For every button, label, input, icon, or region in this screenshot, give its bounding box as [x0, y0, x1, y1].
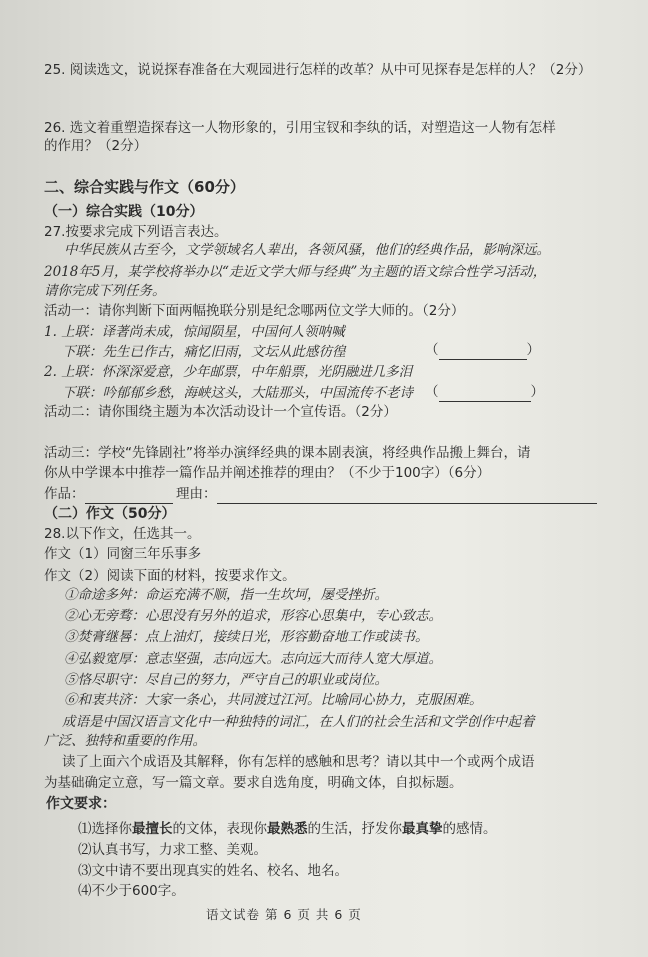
requirement-4: ⑷不少于600字。	[78, 883, 185, 899]
activity-1: 活动一：请你判断下面两幅挽联分别是纪念哪两位文学大师的。（2分）	[44, 303, 465, 319]
material-line-2: 广泛、独特和重要的作用。	[44, 733, 206, 749]
couplet-2-upper: 2. 上联：怀深深爱意，少年邮票，中年船票，光阴融进几多泪	[44, 364, 413, 380]
question-26-line-2: 的作用？（2分）	[44, 138, 148, 154]
work-field[interactable]	[44, 484, 173, 504]
answer-blank-1[interactable]	[425, 340, 540, 360]
part-2-title: （二）作文（50分）	[44, 506, 176, 522]
idiom-3: ③焚膏继晷：点上油灯，接续日光，形容勤奋地工作或读书。	[64, 629, 429, 645]
idiom-4: ④弘毅宽厚：意志坚强，志向远大。志向远大而待人宽大厚道。	[64, 651, 442, 667]
couplet-2-lower: 下联：吟郁郁乡愁，海峡这头，大陆那头，中国流传不老诗	[62, 385, 413, 401]
section-2-title: 二、综合实践与作文（60分）	[44, 178, 245, 196]
req-1-emphasis-a: 最擅长	[132, 821, 173, 837]
essay-option-1: 作文（1）同窗三年乐事多	[44, 546, 202, 562]
req-1-part-d: 的感情。	[442, 821, 497, 837]
material-line-1: 成语是中国汉语言文化中一种独特的词汇，在人们的社会生活和文学创作中起着	[62, 714, 535, 730]
activity-2: 活动二：请你围绕主题为本次活动设计一个宣传语。（2分）	[44, 404, 397, 420]
reason-field[interactable]	[176, 484, 597, 504]
requirement-1	[78, 819, 497, 839]
req-1-part-c: 的生活，抒发你	[307, 821, 402, 837]
question-27: 27.按要求完成下列语言表达。	[44, 224, 228, 240]
req-1-part-a: ⑴选择你	[78, 821, 132, 837]
req-1-emphasis-c: 最真挚	[402, 821, 443, 837]
reason-label: 理由：	[176, 486, 217, 502]
requirements-title: 作文要求：	[46, 796, 116, 812]
activity-3-line-1: 活动三：学校“先锋剧社”将举办演绎经典的课本剧表演，将经典作品搬上舞台，请	[44, 445, 531, 461]
part-1-title: （一）综合实践（10分）	[44, 204, 204, 220]
req-1-part-b: 的文体，表现你	[172, 821, 267, 837]
intro-line-1: 中华民族从古至今，文学领域名人辈出，各领风骚，他们的经典作品，影响深远。	[64, 242, 550, 258]
prompt-line-2: 为基础确定立意，写一篇文章。要求自选角度，明确文体，自拟标题。	[44, 775, 463, 791]
prompt-line-1: 读了上面六个成语及其解释，你有怎样的感触和思考？请以其中一个或两个成语	[62, 754, 535, 770]
paren-close: ）	[530, 384, 544, 400]
reason-blank	[217, 503, 597, 504]
idiom-2: ②心无旁骛：心思没有另外的追求，形容心思集中，专心致志。	[64, 608, 442, 624]
requirement-2: ⑵认真书写，力求工整、美观。	[78, 842, 267, 858]
blank-line	[439, 401, 531, 402]
paren-open: （	[425, 342, 439, 358]
couplet-1-lower: 下联：先生已作古，痛忆旧雨，文坛从此感彷徨	[62, 344, 346, 360]
paren-open: （	[425, 384, 439, 400]
intro-line-2: 2018年5月，某学校将举办以“走近文学大师与经典”为主题的语文综合性学习活动，	[44, 264, 547, 280]
requirement-3: ⑶文中请不要出现真实的姓名、校名、地名。	[78, 863, 348, 879]
question-25: 25. 阅读选文，说说探春准备在大观园进行怎样的改革？从中可见探春是怎样的人？（2分）	[44, 62, 592, 78]
req-1-emphasis-b: 最熟悉	[267, 821, 308, 837]
activity-3-line-2: 你从中学课本中推荐一篇作品并阐述推荐的理由？（不少于100字）（6分）	[44, 465, 491, 481]
page-footer: 语文试卷 第 6 页 共 6 页	[206, 907, 362, 922]
idiom-5: ⑤恪尽职守：尽自己的努力，严守自己的职业或岗位。	[64, 672, 388, 688]
couplet-1-upper: 1. 上联：译著尚未成，惊闻陨星，中国何人领呐喊	[44, 324, 345, 340]
idiom-6: ⑥和衷共济：大家一条心，共同渡过江河。比喻同心协力，克服困难。	[64, 692, 483, 708]
question-28: 28.以下作文，任选其一。	[44, 526, 201, 542]
idiom-1: ①命途多舛：命运充满不顺，指一生坎坷，屡受挫折。	[64, 587, 388, 603]
blank-line	[439, 359, 527, 360]
paren-close: ）	[526, 342, 540, 358]
work-label: 作品：	[44, 486, 85, 502]
answer-blank-2[interactable]	[425, 382, 544, 402]
essay-option-2: 作文（2）阅读下面的材料，按要求作文。	[44, 568, 296, 584]
intro-line-3: 请你完成下列任务。	[44, 283, 166, 299]
question-26-line-1: 26. 选文着重塑造探春这一人物形象的，引用宝钗和李纨的话，对塑造这一人物有怎样	[44, 120, 556, 136]
